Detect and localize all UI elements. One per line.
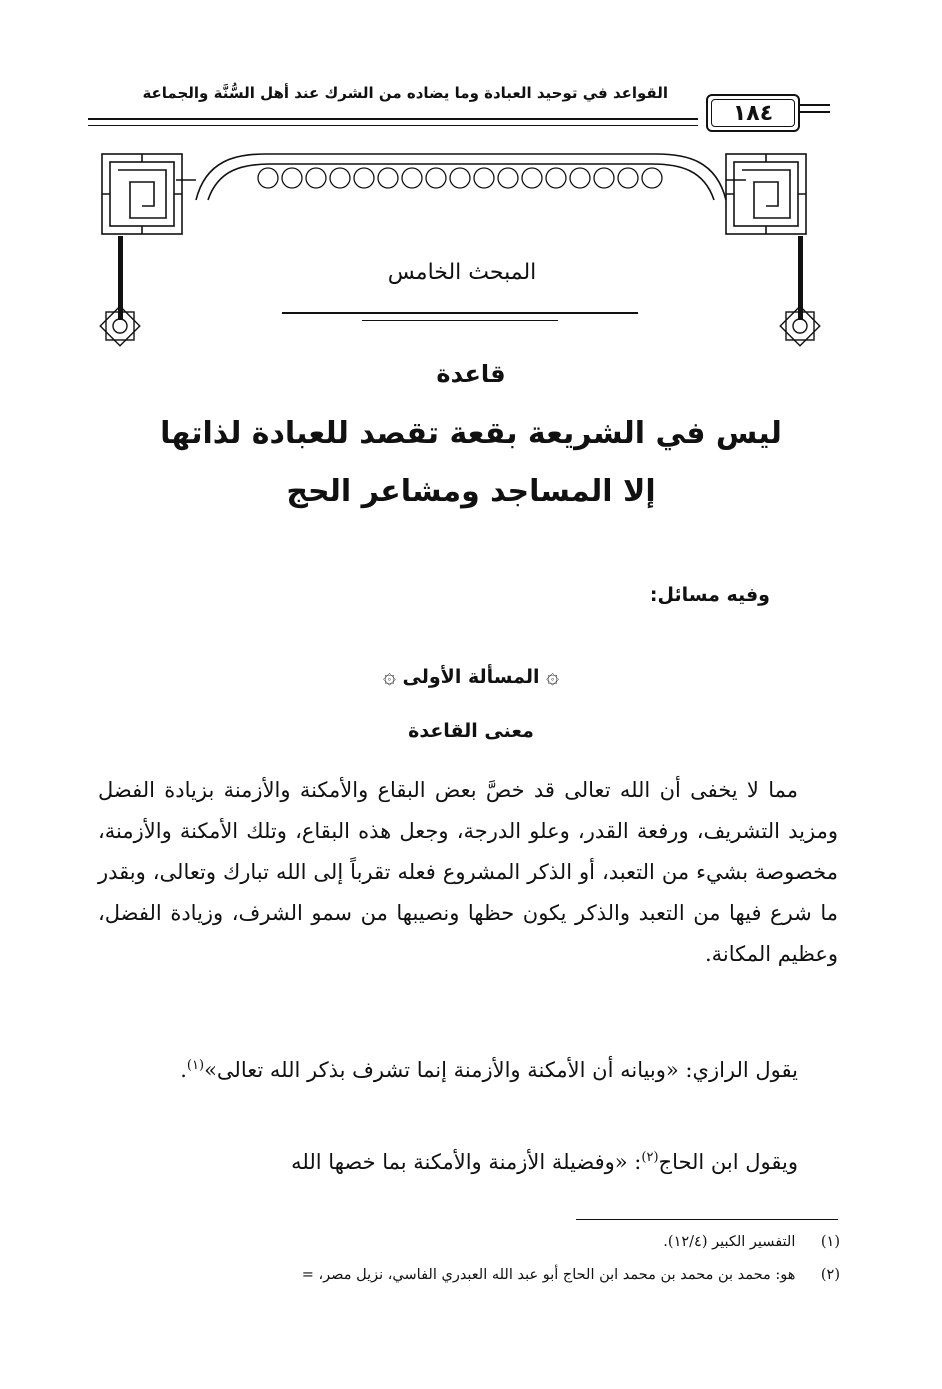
issue-heading [0,664,942,689]
flower-ornament-icon: ۞ [546,664,559,689]
footnote-number: (٢) [820,1267,840,1283]
footnote-text: التفسير الكبير (١٢/٤). [663,1234,796,1250]
issue-heading-text: المسألة الأولى [402,666,540,688]
footnote-text: هو: محمد بن محمد بن محمد ابن الحاج أبو عبد الله العبدري الفاسي، نزيل مصر، [318,1267,796,1283]
running-title: القواعد في توحيد العبادة وما يضاده من الشرك عند أهل السُّنَّة والجماعة [142,84,668,102]
body-paragraph [98,1142,838,1186]
footnote [60,1267,840,1283]
footnote [60,1234,840,1250]
quote-text: يقول الرازي: «وبيانه أن الأمكنة والأزمنة إنما تشرف بذكر الله تعالى» [204,1058,798,1082]
rule-title-line-1: ليس في الشريعة بقعة تقصد للعبادة لذاتها [160,416,782,451]
page-number: ١٨٤ [706,94,800,132]
rule-title-line-2: إلا المساجد ومشاعر الحج [286,474,656,509]
quote-intro: ويقول ابن الحاج [658,1150,798,1174]
section-heading: المبحث الخامس [387,260,537,285]
footnote-ref: (١) [186,1058,205,1073]
section-rule [282,312,638,318]
body-paragraph [98,1050,838,1091]
header-ornament-dash [800,104,830,113]
issue-subheading: معنى القاعدة [408,720,534,742]
quote-text: : «وفضيلة الأزمنة والأمكنة بما خصها الله [291,1150,642,1174]
header-rule [88,118,698,126]
sentence-end: . [180,1058,187,1082]
body-paragraph: مما لا يخفى أن الله تعالى قد خصَّ بعض البقاع والأمكنة والأزمنة بزيادة الفضل ومزيد التشريف، ورفعة القدر، وعلو الدرجة، وجعل هذه البقاع، وتلك الأمكنة والأزمنة، مخصوصة بشيء من التعبد، أو الذكر المشروع فعله تقرباً إلى الله تبارك وتعالى، وبقدر ما شرع فيها من التعبد والذكر يكون حظها ونصيبها من سمو الشرف، وزيادة الفضل، وعظيم المكانة. [98,778,838,966]
continuation-mark: = [301,1267,314,1283]
intro-text: وفيه مسائل: [649,584,770,606]
flower-ornament-icon: ۞ [383,664,396,689]
arabesque-frame-icon [96,140,836,360]
rule-label: قاعدة [436,360,506,388]
footnote-rule [576,1219,838,1220]
footnote-ref: (٢) [641,1150,659,1165]
footnote-number: (١) [820,1234,840,1250]
